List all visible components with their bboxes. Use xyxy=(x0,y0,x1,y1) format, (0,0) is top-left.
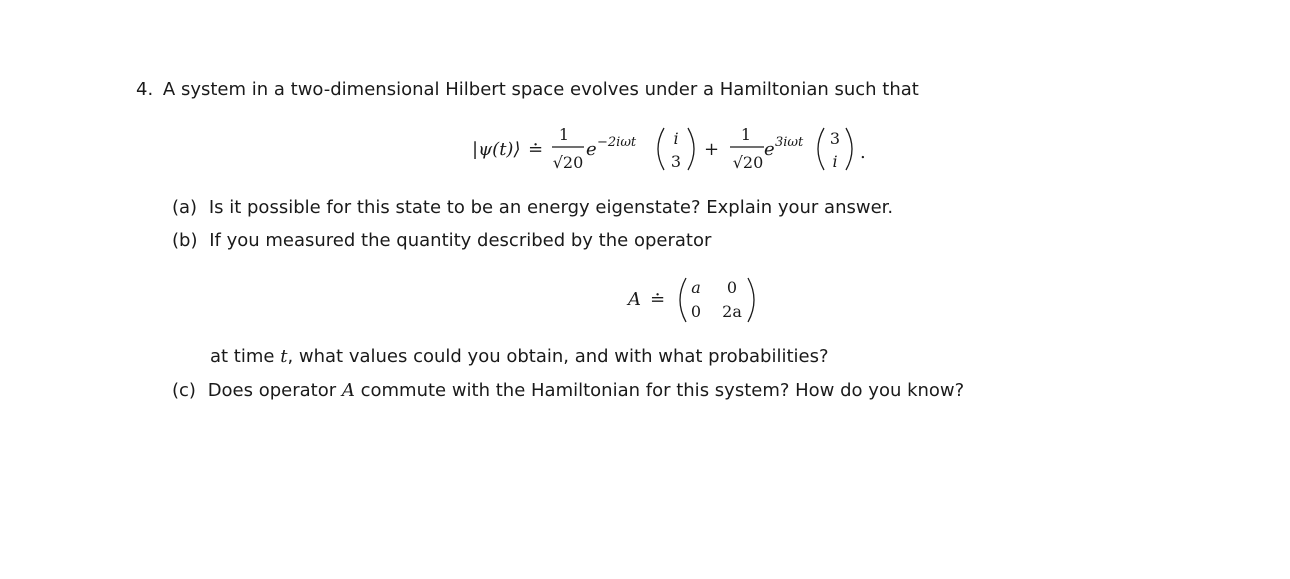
coef2-denominator: √20 xyxy=(732,153,764,172)
vec2-left-paren xyxy=(818,128,824,170)
part-c-text-before: Does operator xyxy=(207,380,342,401)
problem-number: 4. xyxy=(136,79,154,100)
exp1-base: e xyxy=(586,139,597,160)
exp2-base: e xyxy=(764,139,775,160)
matrix-right-paren xyxy=(748,278,754,322)
exp2-exponent: 3iωt xyxy=(775,135,804,150)
matrix-a21: 0 xyxy=(690,302,702,321)
part-c-text-after: commute with the Hamiltonian for this system? How do you know? xyxy=(354,380,965,401)
vec1-left-paren xyxy=(658,128,664,170)
matrix-a22: 2a xyxy=(722,302,742,321)
matrix-a11: a xyxy=(691,278,701,297)
operator-relation: ≐ xyxy=(650,289,666,310)
state-end-punct: . xyxy=(860,142,866,163)
vec2-top: 3 xyxy=(829,129,841,148)
matrix-a12: 0 xyxy=(726,278,738,297)
part-c xyxy=(172,380,964,402)
part-b-continuation-before: at time xyxy=(210,346,281,367)
problem-statement: A system in a two-dimensional Hilbert space evolves under a Hamiltonian such that xyxy=(162,79,919,100)
vec1-top: i xyxy=(673,129,679,148)
part-a-text: Is it possible for this state to be an energy eigenstate? Explain your answer. xyxy=(208,197,894,218)
problem-statement-line xyxy=(136,79,919,101)
part-b-text: If you measured the quantity described by the operator xyxy=(209,230,712,251)
vec1-right-paren xyxy=(688,128,694,170)
part-c-text-var: A xyxy=(341,380,355,401)
vec1-bottom: 3 xyxy=(670,152,682,171)
part-a-label: (a) xyxy=(172,197,198,218)
operator-lhs: A xyxy=(628,289,641,310)
state-equation xyxy=(468,118,868,180)
part-a xyxy=(172,197,893,219)
state-lhs: |ψ(t)⟩ xyxy=(472,139,521,160)
matrix-left-paren xyxy=(680,278,686,322)
state-relation: ≐ xyxy=(528,139,544,160)
vec2-right-paren xyxy=(846,128,852,170)
part-b-label: (b) xyxy=(172,230,198,251)
exp1-exponent: −2iωt xyxy=(597,135,637,150)
part-b xyxy=(172,230,711,252)
coef1-numerator: 1 xyxy=(558,125,570,144)
state-plus: + xyxy=(704,139,720,160)
part-c-label: (c) xyxy=(172,380,196,401)
coef2-numerator: 1 xyxy=(740,125,752,144)
part-b-continuation xyxy=(210,346,829,368)
part-b-continuation-after: , what values could you obtain, and with what probabilities? xyxy=(287,346,829,367)
operator-equation xyxy=(624,272,774,328)
coef1-denominator: √20 xyxy=(552,153,584,172)
part-b-continuation-var: t xyxy=(280,346,288,367)
part-c-text xyxy=(208,380,965,401)
vec2-bottom: i xyxy=(832,152,838,171)
